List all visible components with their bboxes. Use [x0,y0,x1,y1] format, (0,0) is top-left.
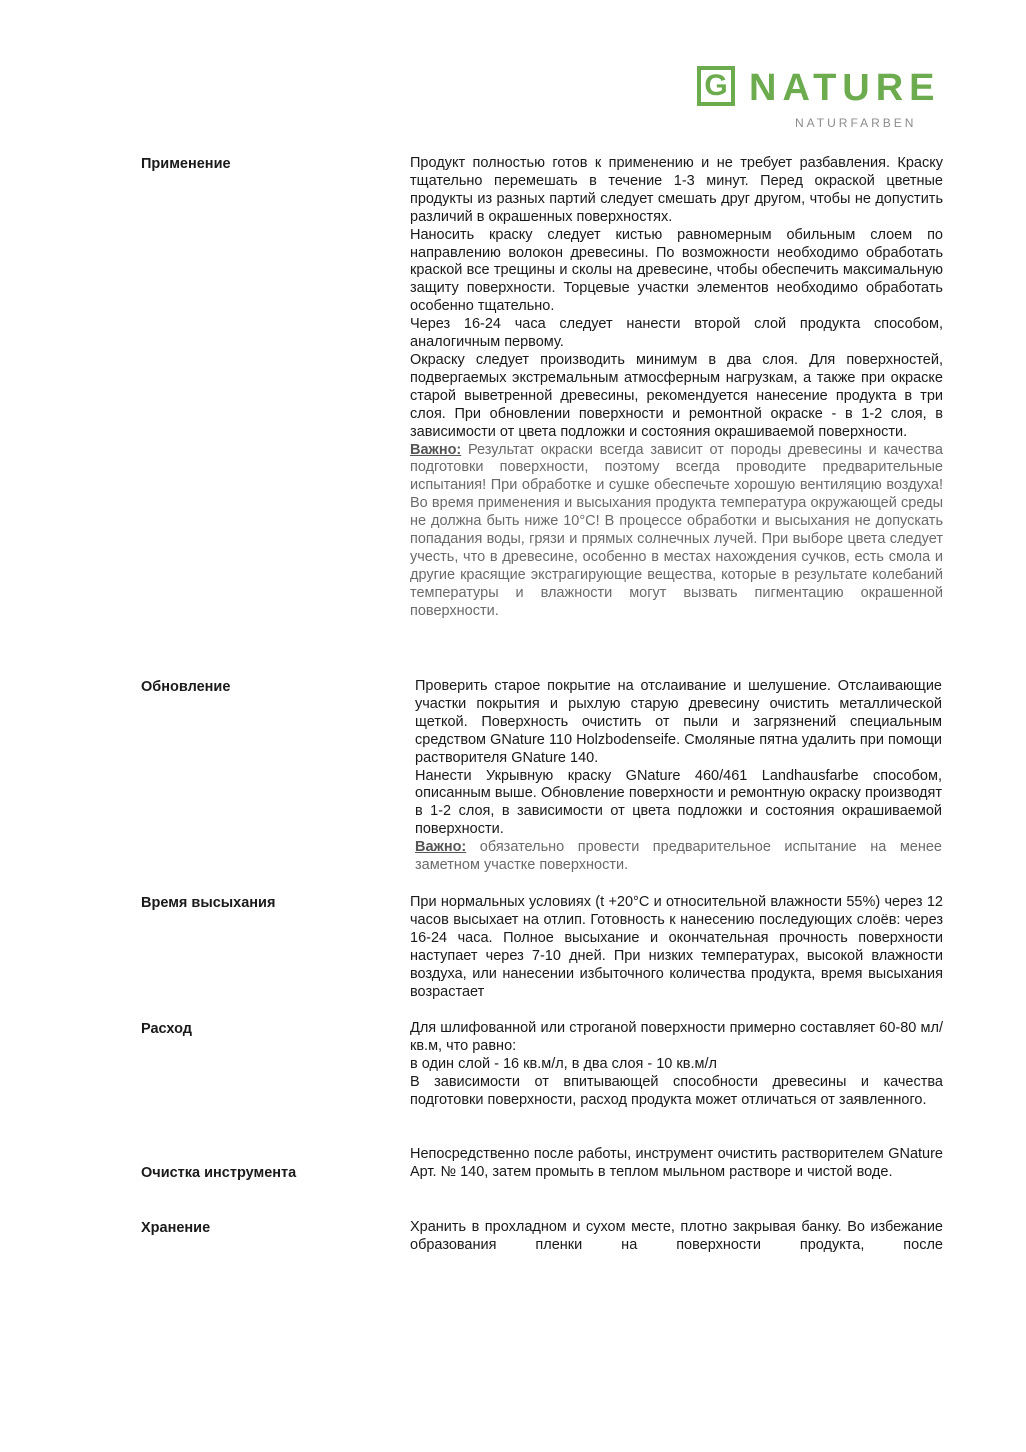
paragraph: Окраску следует производить минимум в два слоя. Для поверхностей, подвергаемых экстремальным атмосферным нагрузкам, а также при окраске старой выветренной древесины, рекомендуется нанесение продукта в три слоя. При обновлении поверхности и ремонтной окраске - в 1-2 слоя, в зависимости от цвета подложки и состояния окрашиваемой поверхности. [410,351,943,440]
important-text: обязательно провести предварительное испытание на менее заметном участке поверхности. [415,839,942,874]
paragraph: При нормальных условиях (t +20°С и относительной влажности 55%) через 12 часов высыхает на отлип. Готовность к нанесению последующих слоёв: через 16-24 часа. Полное высыхание и окончательная прочность поверхности наступает через 7-10 дней. При низких температурах, высокой влажности воздуха, или нанесении избыточного количества продукта, время высыхания возрастает [410,894,943,1000]
important-note [415,839,942,875]
paragraph: В зависимости от впитывающей способности древесины и качества подготовки поверхности, расход продукта может отличаться от заявленного. [410,1073,943,1108]
section-label: Обновление [141,679,231,695]
important-label: Важно: [410,441,462,458]
section-content [410,155,943,621]
important-note [410,442,943,621]
paragraph: в один слой - 16 кв.м/л, в два слоя - 10 кв.м/л [410,1055,717,1072]
section-label: Применение [141,156,231,172]
section-label: Время высыхания [141,895,276,911]
paragraph: Для шлифованной или строганой поверхности примерно составляет 60-80 мл/кв.м, что равно: [410,1020,943,1054]
section-content [410,1020,943,1110]
important-text: Результат окраски всегда зависит от породы древесины и качества подготовки поверхности, поэтому всегда проводите предварительные испытания! При обработке и сушке обеспечьте хорошую вентиляцию воздуха! Во время применения и высыхания продукта температура окружающей среды не должна быть ниже 10°С! В процессе обработки и высыхания не допускать попадания воды, грязи и прямых солнечных лучей. При выборе цвета следует учесть, что в древесине, особенно в местах нахождения сучков, есть смола и другие красящие экстрагирующие вещества, которые в результате колебаний температуры и влажности могут вызвать пигментацию окрашенной поверхности. [410,441,943,619]
section-label: Хранение [141,1220,211,1236]
paragraph: Наносить краску следует кистью равномерным обильным слоем по направлению волокон древесины. По возможности необходимо обработать краской все трещины и сколы на древесине, чтобы обеспечить максимальную защиту поверхности. Торцевые участки элементов необходимо обработать особенно тщательно. [410,226,943,315]
important-label: Важно: [415,839,467,856]
logo-wordmark: NATURE [749,67,941,109]
section-content [410,1219,943,1255]
paragraph: Продукт полностью готов к применению и не требует разбавления. Краску тщательно перемешать в течение 1-3 минут. Перед окраской цветные продукты из разных партий следует смешать друг другом, чтобы не допустить различий в окрашенных поверхностях. [410,155,943,225]
section-label: Очистка инструмента [141,1165,297,1181]
logo-g-box [697,66,735,106]
section-content [410,1146,943,1182]
section-content [410,894,943,1001]
paragraph: Нанести Укрывную краску GNature 460/461 Landhausfarbe способом, описанным выше. Обновление поверхности и ремонтную окраску производят в 1-2 слоя, в зависимости от цвета подложки и состояния окрашиваемой поверхности. [415,767,942,838]
paragraph: Проверить старое покрытие на отслаивание и шелушение. Отслаивающие участки покрытия и рыхлую старую древесину очистить металлической щеткой. Поверхность очистить от пыли и загрязнений специальным средством GNature 110 Holzbodenseife. Смоляные пятна удалить при помощи растворителя GNature 140. [415,678,942,766]
logo-letter: G [704,69,728,102]
section-label: Расход [141,1021,192,1037]
logo-subtitle: NATURFARBEN [795,116,917,130]
gnature-logo [697,66,957,136]
paragraph: Через 16-24 часа следует нанести второй слой продукта способом, аналогичным первому. [410,316,943,351]
section-content [415,678,942,875]
paragraph: Непосредственно после работы, инструмент очистить растворителем GNature Арт. № 140, затем промыть в теплом мыльном растворе и чистой воде. [410,1146,943,1180]
paragraph: Хранить в прохладном и сухом месте, плотно закрывая банку. Во избежание образования пленки на поверхности продукта, после [410,1219,943,1253]
